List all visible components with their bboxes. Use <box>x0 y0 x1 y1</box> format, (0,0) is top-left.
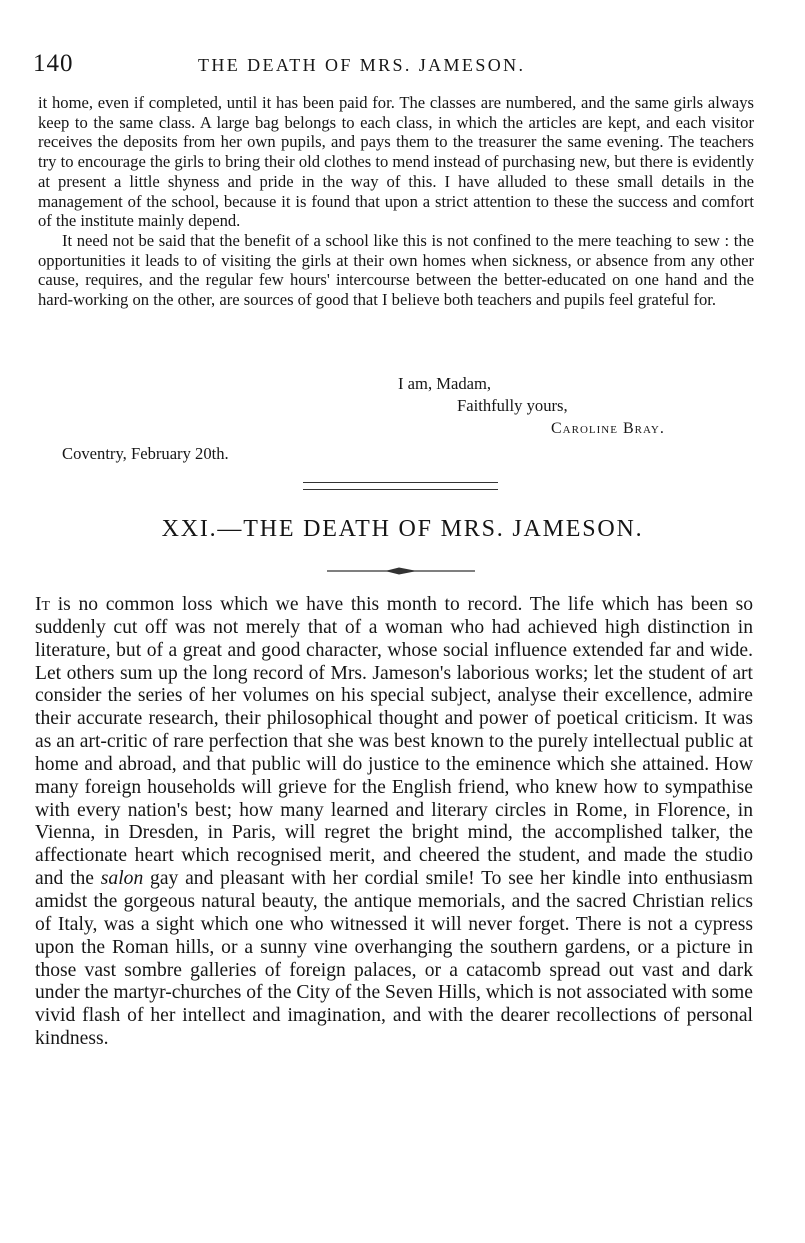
letter-paragraph: it home, even if completed, until it has been paid for. The classes are numbered, and the same girls always keep to the same class. A large bag belongs to each class, in which the articles are kept, and each visitor receives the deposits from her own pupils, and pays them to the treasurer the same evening. The teachers try to encourage the girls to bring their old clothes to mend instead of purchasing new, but there is evidently at present a little shyness and pride in the way of this. I have alluded to these small details in the management of the school, because it is found that upon a strict attention to these the success and comfort of the institute mainly depend. <box>38 93 754 231</box>
opening-word: It <box>35 594 51 615</box>
letter-signature: Caroline Bray. <box>551 420 665 437</box>
letter-valediction: Faithfully yours, <box>457 396 568 415</box>
article-text: is no common loss which we have this month to record. The life which has been so suddenly cut off was not merely that of a woman who had achieved high distinction in literature, but of a great and good character, whose social influence extended far and wide. Let others sum up the long record of Mrs. Jameson's laborious works; let the student of art consider the series of her volumes on his special subject, analyse their excellence, admire their accurate research, their philosophical thought and power of poetical criticism. It was as an art-critic of rare perfection that she was best known to the purely intellectual public at home and abroad, and that public will do justice to the eminence which she attained. How many foreign households will grieve for the English friend, who knew how to sympathise with every nation's best; how many learned and literary circles in Rome, in Florence, in Vienna, in Dresden, in Paris, will regret the bright mind, the accomplished talker, the affectionate heart which recognised merit, and cheered the student, and made the studio and the <box>35 594 753 890</box>
article-text: gay and pleasant with her cordial smile! To see her kindle into enthusiasm amidst the gorgeous natural beauty, the antique memorials, and the sacred Christian relics of Italy, was a sight which one who witnessed it will never forget. There is not a cypress upon the Roman hills, or a sunny vine overhanging the southern gardens, or a picture in those vast sombre galleries of foreign palaces, or a catacomb spread out vast and dark under the martyr-churches of the City of the Seven Hills, which is not associated with some vivid flash of her intellect and imagination, and with the dearer recollections of personal kindness. <box>35 868 753 1050</box>
page-number: 140 <box>33 50 74 77</box>
ornament-divider <box>327 566 475 576</box>
running-title: THE DEATH OF MRS. JAMESON. <box>198 55 526 75</box>
letter-paragraph: It need not be said that the benefit of a school like this is not confined to the mere teaching to sew : the opportunities it leads to of visiting the girls at their own homes when sickness, or absence from any other cause, requires, and the regular few hours' intercourse between the better-educated on one hand and the hard-working on the other, are sources of good that I believe both teachers and pupils feel grateful for. <box>38 230 754 310</box>
section-divider <box>303 482 498 490</box>
letter-salutation: I am, Madam, <box>398 374 492 393</box>
letter-place-date: Coventry, February 20th. <box>62 444 229 463</box>
letter-text <box>38 93 754 310</box>
running-head <box>0 50 805 80</box>
article-paragraph <box>35 594 753 1051</box>
italic-word: salon <box>100 868 144 890</box>
article-title: XXI.—THE DEATH OF MRS. JAMESON. <box>161 516 644 542</box>
article-body <box>35 594 753 1051</box>
